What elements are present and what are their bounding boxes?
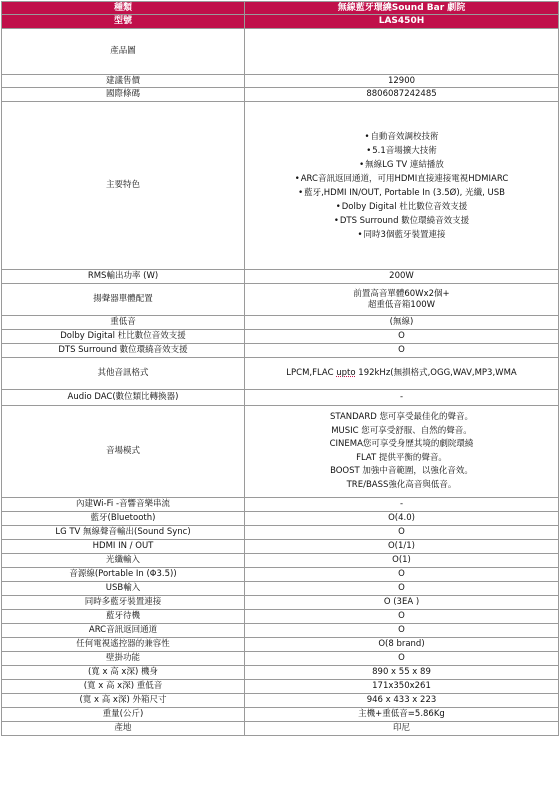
speaker-line: 前置高音單體60Wx2個+ [353, 288, 450, 299]
feature-item: • Dolby Digital 杜比數位音效支援 [247, 200, 556, 214]
portable-in-label: 音源線(Portable In (Φ3.5)) [2, 568, 245, 582]
remote-compat-label: 任何電視遙控器的兼容性 [2, 638, 245, 652]
portable-in-value: O [245, 568, 559, 582]
wall-mount-label: 壁掛功能 [2, 652, 245, 666]
remote-compat-row [2, 638, 559, 652]
sound-mode-item: CINEMA您可享受身歷其境的劇院環繞 [329, 439, 474, 449]
bass-label: 重低音 [2, 316, 245, 330]
optical-value: O(1) [245, 554, 559, 568]
wifi-value: - [245, 498, 559, 512]
rms-label: RMS輸出功率 (W) [2, 270, 245, 284]
spec-table [1, 1, 559, 736]
formats-text-post: 192kHz(無損格式,OGG,WAV,MP3,WMA [355, 368, 517, 378]
formats-text-pre: LPCM,FLAC [286, 368, 337, 378]
dts-label: DTS Surround 數位環繞音效支援 [2, 344, 245, 358]
barcode-row [2, 88, 559, 102]
box-size-value: 946 x 433 x 223 [245, 694, 559, 708]
feature-item: • 5.1音場擴大技術 [247, 144, 556, 158]
hdmi-value: O(1/1) [245, 540, 559, 554]
formats-label: 其他音訊格式 [2, 358, 245, 390]
bt-standby-label: 藍牙待機 [2, 610, 245, 624]
weight-label: 重量(公斤) [2, 708, 245, 722]
body-size-value: 890 x 55 x 89 [245, 666, 559, 680]
weight-value: 主機+重低音=5.86Kg [245, 708, 559, 722]
multi-bt-value: O (3EA ) [245, 596, 559, 610]
rms-value: 200W [245, 270, 559, 284]
body-size-label: (寬 x 高 x深) 機身 [2, 666, 245, 680]
sound-mode-item: FLAT 提供平衡的聲音。 [356, 452, 447, 463]
weight-row [2, 708, 559, 722]
model-value: LAS450H [245, 15, 559, 29]
sound-mode-item: STANDARD 您可享受最佳化的聲音。 [330, 412, 473, 422]
bluetooth-label: 藍牙(Bluetooth) [2, 512, 245, 526]
header-right: 無線藍牙環繞Sound Bar 劇院 [245, 2, 559, 15]
features-list [247, 130, 556, 242]
multi-bt-label: 同時多藍牙裝置連接 [2, 596, 245, 610]
origin-value: 印尼 [245, 722, 559, 736]
hdmi-label: HDMI IN / OUT [2, 540, 245, 554]
dac-label: Audio DAC(數位類比轉換器) [2, 390, 245, 406]
arc-row [2, 624, 559, 638]
box-size-row [2, 694, 559, 708]
barcode-value: 8806087242485 [245, 88, 559, 102]
feature-item: • 同時3個藍牙裝置連接 [247, 228, 556, 242]
sound-mode-list [247, 411, 556, 492]
features-cell [245, 102, 559, 270]
formats-value [245, 358, 559, 390]
wifi-row [2, 498, 559, 512]
bt-standby-value: O [245, 610, 559, 624]
wifi-label: 內建Wi-Fi -音響音樂串流 [2, 498, 245, 512]
price-value: 12900 [245, 75, 559, 88]
usb-value: O [245, 582, 559, 596]
features-row [2, 102, 559, 270]
box-size-label: (寬 x 高 x深) 外箱尺寸 [2, 694, 245, 708]
dac-row [2, 390, 559, 406]
formats-text-upto: upto [336, 368, 356, 378]
speaker-cell [245, 284, 559, 316]
feature-item: • 藍牙,HDMI IN/OUT, Portable In (3.5Ø), 光纖, USB [247, 186, 556, 200]
multi-bt-row [2, 596, 559, 610]
photo-label: 產品圖 [2, 29, 245, 75]
feature-item: • 無線LG TV 連結播放 [247, 158, 556, 172]
sound-mode-label: 音場模式 [2, 406, 245, 498]
origin-label: 產地 [2, 722, 245, 736]
dac-value: - [245, 390, 559, 406]
bt-standby-row [2, 610, 559, 624]
bass-row [2, 316, 559, 330]
feature-item: • DTS Surround 數位環繞音效支援 [247, 214, 556, 228]
subwoofer-size-value: 171x350x261 [245, 680, 559, 694]
usb-label: USB輸入 [2, 582, 245, 596]
bass-value: (無線) [245, 316, 559, 330]
sound-sync-label: LG TV 無線聲音輸出(Sound Sync) [2, 526, 245, 540]
product-photo-placeholder [245, 29, 559, 75]
price-row [2, 75, 559, 88]
body-size-row [2, 666, 559, 680]
dolby-value: O [245, 330, 559, 344]
wall-mount-value: O [245, 652, 559, 666]
subwoofer-size-label: (寬 x 高 x深) 重低音 [2, 680, 245, 694]
arc-value: O [245, 624, 559, 638]
sound-sync-row [2, 526, 559, 540]
bluetooth-row [2, 512, 559, 526]
model-label: 型號 [2, 15, 245, 29]
speaker-label: 揚聲器單體配置 [2, 284, 245, 316]
header-row [2, 2, 559, 15]
hdmi-row [2, 540, 559, 554]
usb-row [2, 582, 559, 596]
price-label: 建議售價 [2, 75, 245, 88]
formats-row [2, 358, 559, 390]
subwoofer-size-row [2, 680, 559, 694]
sound-mode-item: TRE/BASS強化高音與低音。 [346, 479, 457, 490]
dolby-row [2, 330, 559, 344]
rms-row [2, 270, 559, 284]
sound-sync-value: O [245, 526, 559, 540]
wall-mount-row [2, 652, 559, 666]
sound-mode-item: MUSIC 您可享受舒服、自然的聲音。 [331, 425, 472, 436]
arc-label: ARC音訊返回通道 [2, 624, 245, 638]
features-label: 主要特色 [2, 102, 245, 270]
optical-row [2, 554, 559, 568]
feature-item: • 自動音效調校技術 [247, 130, 556, 144]
remote-compat-value: O(8 brand) [245, 638, 559, 652]
model-row [2, 15, 559, 29]
sound-mode-item: BOOST 加強中音範圍，以強化音效。 [330, 466, 473, 476]
origin-row [2, 722, 559, 736]
dts-value: O [245, 344, 559, 358]
dolby-label: Dolby Digital 杜比數位音效支援 [2, 330, 245, 344]
header-left: 種類 [2, 2, 245, 15]
barcode-label: 國際條碼 [2, 88, 245, 102]
optical-label: 光纖輸入 [2, 554, 245, 568]
speaker-line: 超重低音箱100W [367, 299, 436, 310]
bluetooth-value: O(4.0) [245, 512, 559, 526]
portable-in-row [2, 568, 559, 582]
sound-mode-row [2, 406, 559, 498]
sound-mode-cell [245, 406, 559, 498]
feature-item: • ARC音訊返回通道，可用HDMI直接連接電視HDMIARC [247, 172, 556, 186]
dts-row [2, 344, 559, 358]
speaker-row [2, 284, 559, 316]
photo-row [2, 29, 559, 75]
